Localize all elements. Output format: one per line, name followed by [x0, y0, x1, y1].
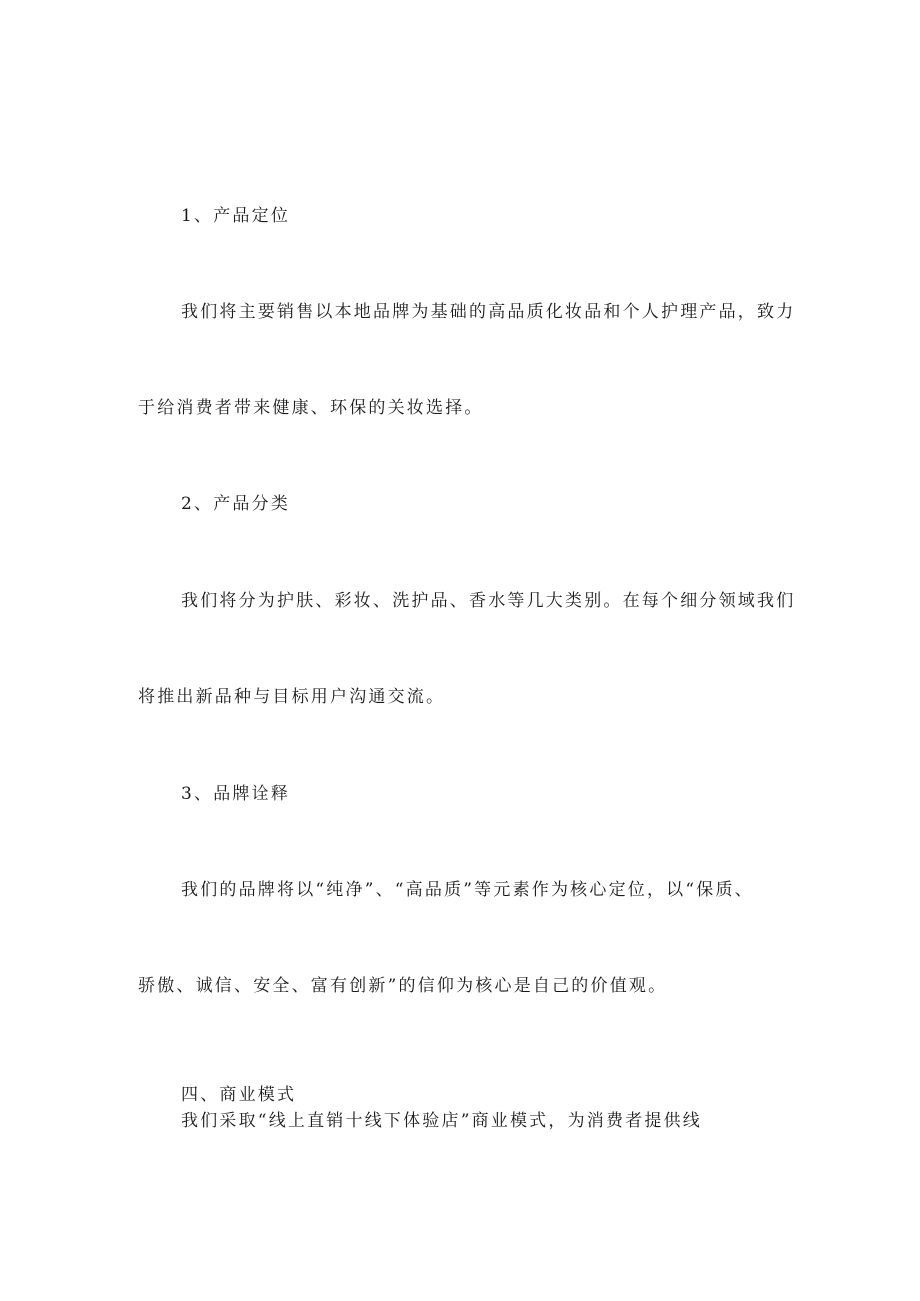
section-1-heading: 1、产品定位 [181, 206, 291, 226]
section-1-paragraph-line-2: 于给消费者带来健康、环保的关妆选择。 [138, 398, 484, 418]
section-2-paragraph-line-1: 我们将分为护肤、彩妆、洗护品、香水等几大类别。在每个细分领域我们 [181, 591, 796, 611]
business-model-text: 我们采取“线上直销十线下体验店”商业模式，为消费者提供线 [181, 1111, 702, 1131]
business-model-heading: 四、商业模式 [181, 1085, 297, 1105]
section-2-paragraph-line-2: 将推出新品种与目标用户沟通交流。 [138, 687, 446, 707]
section-2-heading: 2、产品分类 [181, 494, 291, 514]
section-1-paragraph-line-1: 我们将主要销售以本地品牌为基础的高品质化妆品和个人护理产品，致力 [181, 302, 796, 322]
section-3-heading: 3、品牌诠释 [181, 784, 291, 804]
section-3-paragraph-line-1: 我们的品牌将以“纯净”、“高品质”等元素作为核心定位，以“保质、 [181, 880, 754, 900]
section-3-paragraph-line-2: 骄傲、诚信、安全、富有创新”的信仰为核心是自己的价值观。 [138, 976, 668, 996]
